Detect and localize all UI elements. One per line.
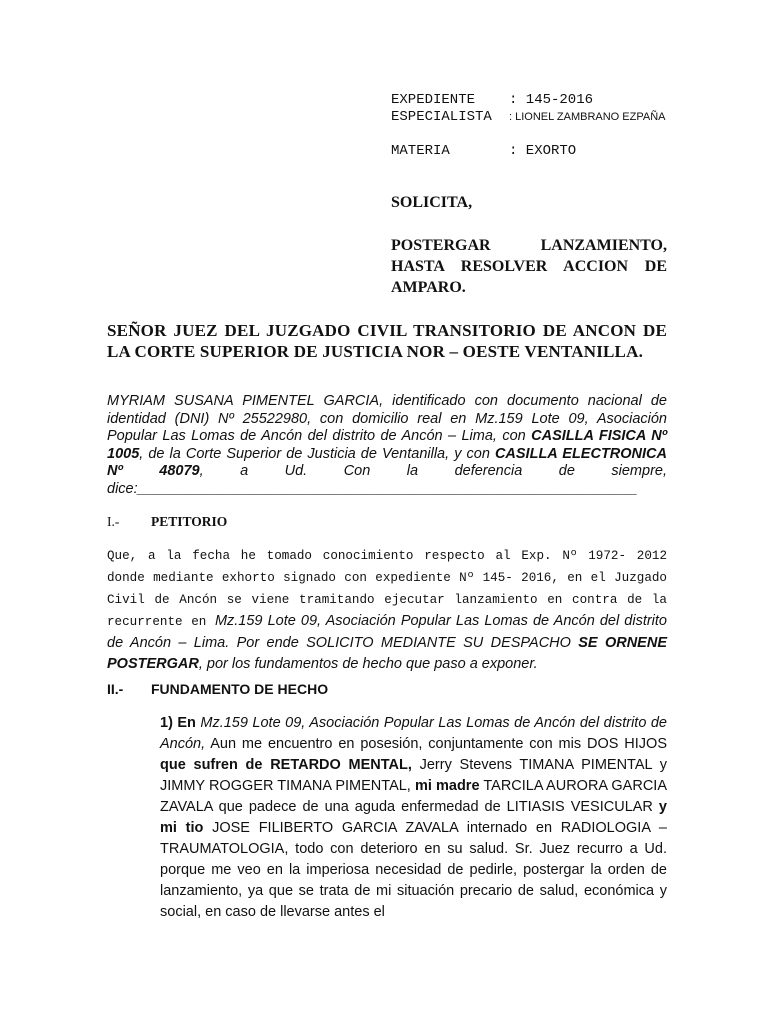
fundamento-label: FUNDAMENTO DE HECHO <box>151 681 329 697</box>
addressee-heading: SEÑOR JUEZ DEL JUZGADO CIVIL TRANSITORIO DE ANCON DE LA CORTE SUPERIOR DE JUSTICIA NOR – OESTE VENTANILLA. <box>107 321 667 361</box>
p1-text-4: JOSE FILIBERTO GARCIA ZAVALA internado en RADIOLOGIA – TRAUMATOLOGIA, todo con deterioro en su salud. Sr. Juez recurro a Ud. porque me veo en la imperiosa necesidad de pedirle, postergar la orden de lanzamiento, ya que se trata de mi situación precario de salud, económica y social, en caso de llevarse antes el <box>160 820 667 920</box>
fundamento-number: II.- <box>107 681 124 697</box>
materia-label: MATERIA <box>391 143 450 159</box>
petitorio-label: PETITORIO <box>151 514 228 529</box>
intro-paragraph <box>107 393 667 498</box>
p1-bold-0: 1) En <box>160 715 196 731</box>
p1-italic-1: Mz.159 Lote 09, Asociación Popular Las Lomas de Ancón del distrito de Ancón, <box>160 715 667 752</box>
materia-value: : EXORTO <box>509 143 577 159</box>
petitorio-number: I.- <box>107 514 120 529</box>
solicita-heading: SOLICITA, <box>391 194 473 211</box>
materia-line <box>391 143 576 160</box>
especialista-value: : LIONEL ZAMBRANO EZPAÑA <box>509 111 666 123</box>
intro-text-3: , a Ud. Con la deferencia de siempre, dice:______________________________________________________________ <box>107 463 667 497</box>
expediente-value: : 145-2016 <box>509 92 594 108</box>
intro-text-2: , de la Corte Superior de Justicia de Ventanilla, y con <box>139 445 495 462</box>
postergar-heading: POSTERGAR LANZAMIENTO, HASTA RESOLVER ACCION DE AMPARO. <box>391 237 667 296</box>
especialista-label: ESPECIALISTA <box>391 109 492 125</box>
que-text-3: , por los fundamentos de hecho que paso a exponer. <box>198 656 538 672</box>
p1-bold-1: que sufren de RETARDO MENTAL, <box>160 757 412 773</box>
petitorio-heading <box>107 514 227 530</box>
que-text-2: Mz.159 Lote 09, Asociación Popular Las Lomas de Ancón del distrito de Ancón – Lima. Por ende SOLICITO MEDIANTE SU DESPACHO <box>107 613 667 651</box>
petitorio-paragraph <box>107 545 667 675</box>
que-text-1: Que, a la fecha he tomado conocimiento respecto al Exp. Nº 1972- 2012 donde mediante exhorto signado con expediente Nº 145- 2016, en el Juzgado Civil de Ancón se viene tramitando ejecutar lanzamiento en contra de la recurrente en <box>107 549 667 629</box>
intro-bold-1: CASILLA FISICA Nº 1005 <box>107 428 668 462</box>
p1-text-3: TARCILA AURORA GARCIA ZAVALA que padece de una aguda enfermedad de LITIASIS VESICULAR <box>160 778 667 815</box>
que-bold-1: SE ORNENE POSTERGAR <box>107 635 667 672</box>
intro-bold-2: CASILLA ELECTRONICA Nº 48079 <box>107 445 667 479</box>
expediente-line <box>391 92 593 109</box>
p1-bold-3: y mi tio <box>160 799 667 836</box>
fundamento-heading <box>107 681 328 697</box>
especialista-line <box>391 109 665 126</box>
p1-bold-2: mi madre <box>414 778 480 794</box>
intro-text-1: MYRIAM SUSANA PIMENTEL GARCIA, identificado con documento nacional de identidad (DNI) Nº 25522980, con domicilio real en Mz.159 Lote 09, Asociación Popular Las Lomas de Ancón del distrito de Ancón – Lima, con <box>107 393 667 444</box>
fundamento-paragraph-1 <box>160 713 667 923</box>
p1-text-1: Aun me encuentro en posesión, conjuntamente con mis DOS HIJOS <box>205 736 667 752</box>
p1-text-2: Jerry Stevens TIMANA PIMENTAL y JIMMY ROGGER TIMANA PIMENTAL, <box>160 757 667 794</box>
expediente-label: EXPEDIENTE <box>391 92 476 108</box>
